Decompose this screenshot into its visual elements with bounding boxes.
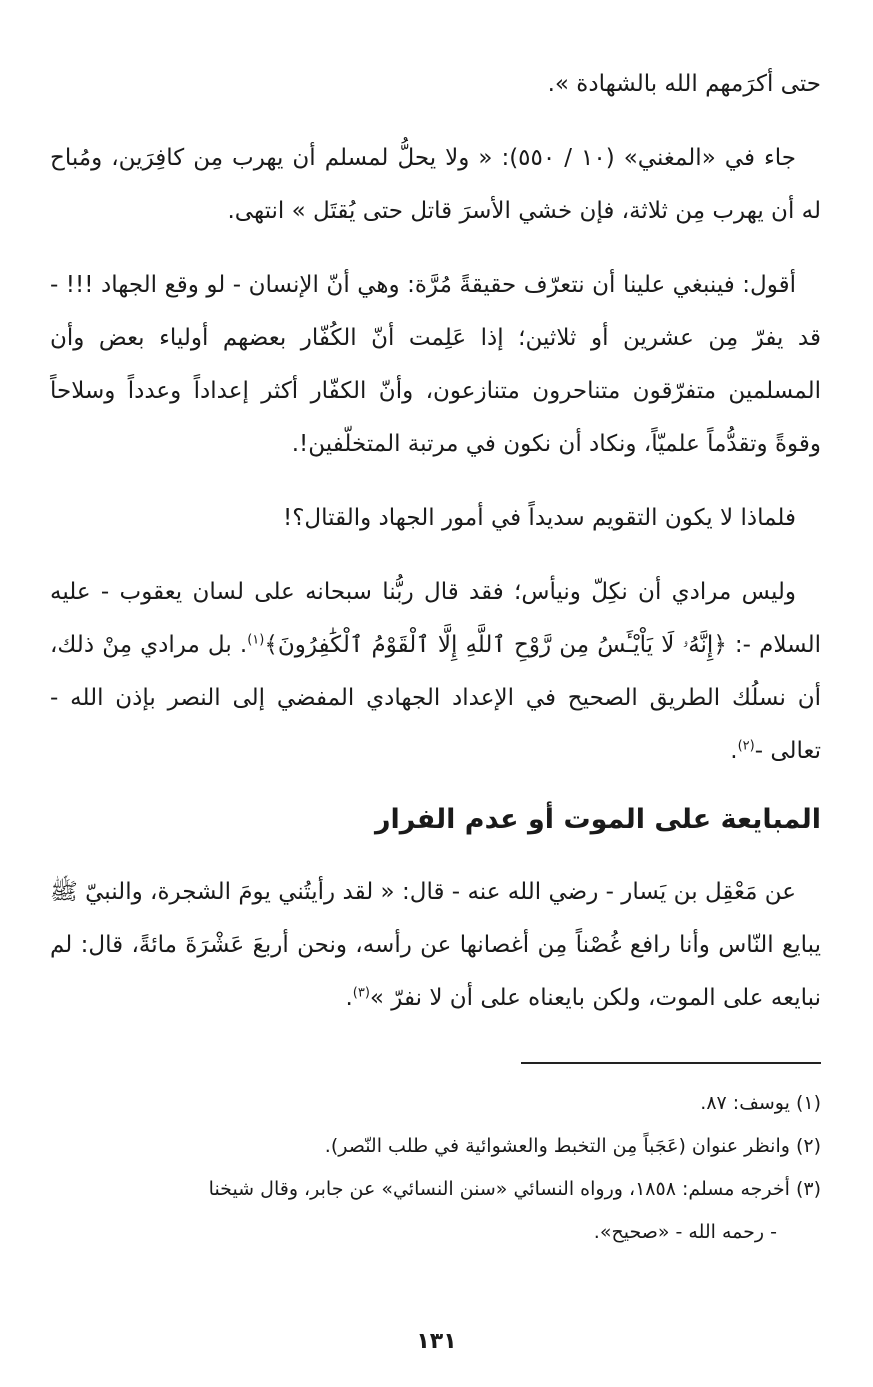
footnotes: [50, 1082, 821, 1254]
paragraph-bitter-truth: أقول: فينبغي علينا أن نتعرّف حقيقةً مُرَّة: وهي أنّ الإنسان - لو وقع الجهاد !!! - قد يفرّ مِن عشرين أو ثلاثين؛ إذا عَلِمت أنّ الكُفّار بعضهم أولياء بعض وأن المسلمين متفرّقون متناحرون متنازعون، وأنّ الكفّار أكثر إعداداً وعدداً وسلاحاً وقوةً وتقدُّماً علميّاً، ونكاد أن نكون في مرتبة المتخلّفين!.: [50, 272, 821, 457]
paragraph-maqil-end: .: [345, 985, 353, 1011]
footnote-ref-1: (١): [247, 632, 265, 648]
paragraph-maqil-text: عن مَعْقِل بن يَسار - رضي الله عنه - قال: « لقد رأيتُني يومَ الشجرة، والنبيّ ﷺ يبايع النّاس وأنا رافع غُصْناً مِن أغصانها عن رأسه، ونحن أربعَ عَشْرَةَ مائةً، قال: لم نبايعه على الموت، ولكن بايعناه على أن لا نفرّ »: [50, 879, 821, 1011]
paragraph-not-despair: [50, 566, 821, 778]
paragraph-not-despair-text: وليس مرادي أن نكِلّ ونيأس؛ فقد قال ربُّنا سبحانه على لسان يعقوب - عليه السلام -: ﴿إِنَّهُۥ لَا يَاْيْـَٔسُ مِن رَّوْحِ ٱللَّهِ إِلَّا ٱلْقَوْمُ ٱلْكَٰفِرُونَ﴾: [50, 579, 821, 658]
footnote-1: (١) يوسف: ٨٧.: [700, 1092, 821, 1114]
paragraph-not-despair-cont: . بل مرادي مِنْ ذلك، أن نسلُك الطريق الصحيح في الإعداد الجهادي المفضي إلى النصر بإذن الله - تعالى -: [50, 632, 821, 764]
footnote-3-continuation: - رحمه الله - «صحيح».: [593, 1221, 777, 1243]
section-heading: المبايعة على الموت أو عدم الفرار: [374, 804, 821, 835]
paragraph-maqil-hadith: [50, 866, 821, 1025]
paragraph-mughni-quote: جاء في «المغني» (١٠ / ٥٥٠): « ولا يحلُّ لمسلم أن يهرب مِن كافِرَين، ومُباح له أن يهرب مِن ثلاثة، فإن خشي الأسرَ قاتل حتى يُقتَل » انتهى.: [50, 145, 821, 224]
footnote-separator: [521, 1062, 821, 1064]
footnote-2: (٢) وانظر عنوان (عَجَباً مِن التخبط والعشوائية في طلب النّصر).: [324, 1135, 821, 1157]
footnote-ref-3: (٣): [352, 985, 370, 1001]
paragraph-continuation: حتى أكرَمهم الله بالشهادة ».: [547, 71, 821, 97]
page-number: ١٣١: [416, 1329, 457, 1354]
paragraph-not-despair-end: .: [730, 738, 738, 764]
paragraph-question: فلماذا لا يكون التقويم سديداً في أمور الجهاد والقتال؟!: [283, 505, 796, 531]
footnote-3: (٣) أخرجه مسلم: ١٨٥٨، ورواه النسائي «سنن النسائي» عن جابر، وقال شيخنا: [208, 1178, 821, 1200]
footnote-separator-wrap: [50, 1025, 821, 1082]
footnote-ref-2: (٢): [737, 738, 755, 754]
